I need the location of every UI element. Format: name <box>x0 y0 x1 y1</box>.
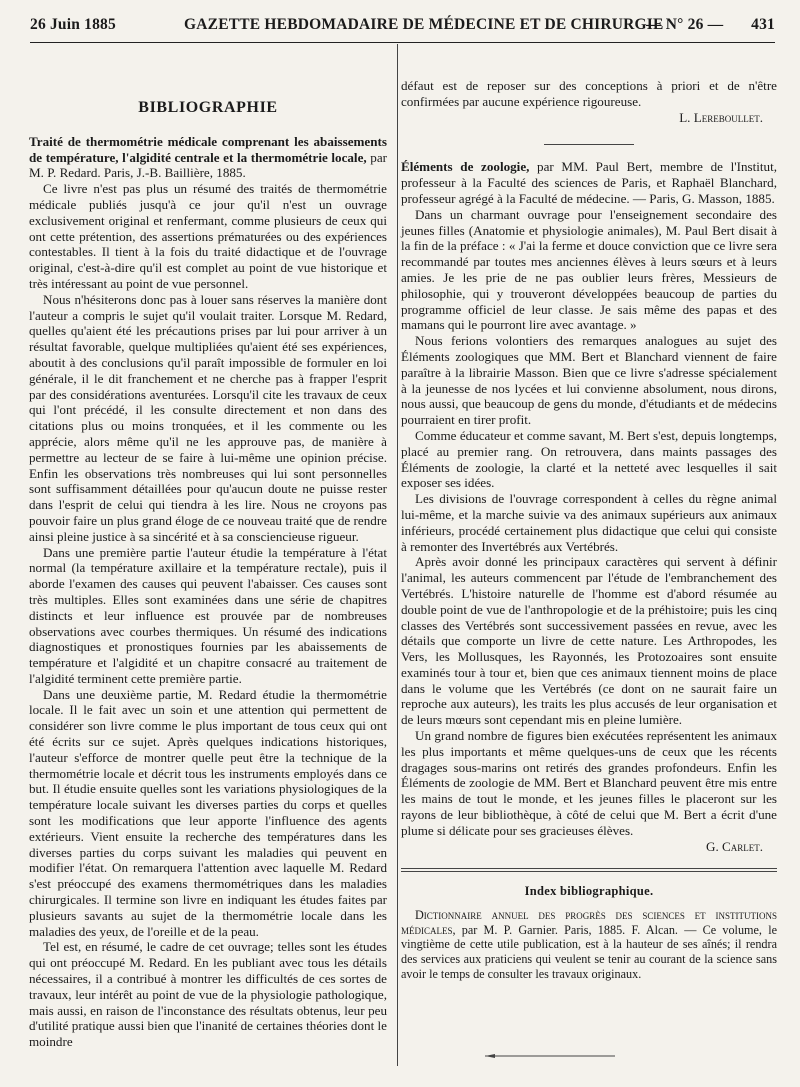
header-issue-number: — N° 26 — <box>646 16 724 33</box>
left-column <box>29 100 387 1050</box>
index-entry-title: Dictionnaire annuel des progrès des sciences et institutions médicales, <box>401 908 777 937</box>
separator-rule <box>544 144 634 145</box>
index-entry-text: par M. P. Garnier. Paris, 1885. F. Alcan. — Ce volume, le vingtième de cette utile publication, est à la hauteur de ses aînés; il rendra des services aux praticiens qui veulent se tenir au courant de la science sans avoir le temps de consulter les travaux originaux. <box>401 922 777 981</box>
review-2-book-details: par MM. Paul Bert, membre de l'Institut, professeur à la Faculté des sciences de Paris, et Raphaël Blanchard, professeur agrégé à la Faculté de médecine. — Paris, G. Masson, 1885. <box>401 159 777 206</box>
review-1-paragraph: Dans une deuxième partie, M. Redard étudie la thermométrie locale. Il le fait avec un soin et une attention qui permettent de considérer son livre comme le plus important de tous ceux qui ont été écrits sur ce sujet. Après quelques indications historiques, l'auteur s'efforce de montrer quelle peut être la technique de la thermométrie locale et décrit tous les instruments employés dans ce but. Il étudie ensuite quelles sont les variations physiologiques de la température locale suivant les diverses parties du corps et quelles sont les modifications que leur apporte l'influence des agents extérieurs. Vient ensuite la recherche des températures dans les diverses parties du corps suivant les maladies qui peuvent en modifier l'état. On remarquera l'attention avec laquelle M. Redard s'est préoccupé des examens thermométriques dans les maladies chirurgicales. Il termine son livre en indiquant les études faites par plusieurs savants au sujet de la thermométrie locale dans les maladies des yeux, de l'oreille et de la peau. <box>29 686 387 939</box>
review-2-book-title: Éléments de zoologie, <box>401 159 530 175</box>
review-2-heading <box>401 159 777 206</box>
review-2-signature: G. Carlet. <box>705 838 763 854</box>
review-1-continuation: défaut est de reposer sur des conceptions à priori et de n'être confirmées par aucune expérience rigoureuse. <box>401 78 777 109</box>
review-2-paragraph: Un grand nombre de figures bien exécutées représentent les animaux les plus importants et même quelques-uns de ceux que les récents dragages sous-marins ont retirés des grandes profondeurs. Enfin les Éléments de zoologie de MM. Bert et Blanchard peuvent être mis entre les mains de tout le monde, et les jeunes filles le placeront sur les rayons de leur bibliothèque, à côté de celui que M. Bert a écrit d'une plume si délicate pour ses gracieuses élèves. <box>401 728 777 838</box>
index-entry <box>401 908 777 981</box>
right-column <box>401 78 777 981</box>
section-title: BIBLIOGRAPHIE <box>138 99 278 116</box>
review-1-book-details: par M. P. Redard. Paris, J.-B. Baillière, 1885. <box>29 149 387 181</box>
running-header <box>30 16 775 40</box>
column-divider <box>397 44 398 1066</box>
review-1-paragraph: Nous n'hésiterons donc pas à louer sans réserves la manière dont l'auteur a compris le sujet qu'il voulait traiter. Lorsque M. Redard, quelles qu'aient été les précautions prises par lui pour arriver à un résultat favorable, quelque multipliées qu'aient été ses expériences, aboutit à des conclusions qu'il paraît impossible de formuler en loi générale, il le dit franchement et ne cherche pas à frapper l'esprit par des considérations aventurées. Lorsqu'il cite les travaux de ceux qui l'ont précédé, il les consulte directement et non dans des citations plus ou moins tronquées, et il les commente ou les apprécie, alors même qu'il ne les approuve pas, de manière à permettre au lecteur de se faire à lui-même une opinion précise. Enfin les observations très nombreuses qui lui sont personnelles sont suffisamment détaillées pour qu'aucun doute ne puisse rester dans l'esprit de celui qui tiendra à les lire. Nous ne croyons pas pouvoir faire un plus grand éloge de ce nouveau traité que de rendre ainsi pleine justice à sa sincérité et à sa consciencieuse rigueur. <box>29 291 387 544</box>
review-2-paragraph: Nous ferions volontiers des remarques analogues au sujet des Éléments zoologiques que MM. Bert et Blanchard viennent de faire paraître à la librairie Masson. Bien que ce livre s'adresse spécialement à la jeunesse de nos lycées et lui convienne absolument, nous dirons, nous aussi, que beaucoup de gens du monde, d'étudiants et de médecins pourraient en tirer profit. <box>401 333 777 428</box>
review-2-paragraph: Les divisions de l'ouvrage correspondent à celles du règne animal lui-même, et la marche suivie va des animaux supérieurs aux animaux inférieurs, procédé certainement plus didactique que celui qui consiste à remonter des Invertébrés aux Vertébrés. <box>401 491 777 554</box>
header-page-number: 431 <box>751 16 775 33</box>
review-2-paragraph: Dans un charmant ouvrage pour l'enseignement secondaire des jeunes filles (Anatomie et physiologie animales), M. Paul Bert disait à la fin de la préface : « J'ai la ferme et douce conviction que ce livre sera recommandé par toutes mes anciennes élèves à leurs sœurs et à leurs amies. Je les prie de ne pas oublier leurs frères, Messieurs de philosophie, qui y trouveront développées beaucoup de parties du programme officiel de leur classe. Je sais même des papas et des mamans qui le pourront lire avec avantage. » <box>401 206 777 333</box>
review-1-heading <box>29 134 387 181</box>
double-separator-rule <box>401 868 777 872</box>
review-2-paragraph: Comme éducateur et comme savant, M. Bert s'est, depuis longtemps, placé au premier rang. On retrouvera, dans maints passages des Éléments de zoologie, la clarté et la netteté avec lesquelles il sait exposer ses idées. <box>401 427 777 491</box>
header-date: 26 Juin 1885 <box>30 16 116 33</box>
review-1-book-title: Traité de thermométrie médicale comprenant les abaissements de température, l'algidité centrale et la thermométrie locale, <box>29 133 387 165</box>
review-2-paragraph: Après avoir donné les principaux caractères qui servent à définir l'animal, les auteurs commencent par l'étude de l'embranchement des Vertébrés. L'histoire naturelle de l'homme est d'abord résumée au double point de vue de l'anthropologie et de la préhistoire; puis les cinq classes des Vertébrés sont successivement passées en revue, avec les détails que comporte un livre de cette nature. Les Arthropodes, les Vers, les Mollusques, les Rayonnés, les Protozoaires sont ensuite examinés tour à tour et, bien que ces animaux tiennent moins de place dans le volume que les Vertébrés (ce dont on ne saurait faire un reproche aux auteurs), les traits les plus accusés de leur organisation et de leurs mœurs sont cependant mis en pleine lumière. <box>401 554 777 728</box>
index-title: Index bibliographique. <box>524 884 654 899</box>
review-1-paragraph: Ce livre n'est pas plus un résumé des traités de thermométrie médicale publiés jusqu'à ce jour qu'il n'est un ouvrage exclusivement original et renfermant, comme plusieurs de ceux qui ont cette prétention, des assertions prématurées ou des expériences contestables. Il tient à la fois du traité didactique et de l'ouvrage original, c'est-à-dire qu'il est complet au point de vue historique et très intéressant au point de vue personnel. <box>29 181 387 291</box>
header-rule <box>30 42 775 43</box>
header-journal-title: GAZETTE HEBDOMADAIRE DE MÉDECINE ET DE CHIRURGIE <box>184 16 664 33</box>
bottom-ornament <box>485 1053 615 1059</box>
review-1-paragraph: Dans une première partie l'auteur étudie la température à l'état normal (la température axillaire et la température rectale), puis il aborde l'examen des causes qui peuvent l'abaisser. Ces causes sont très multiples. Elles sont examinées dans une série de chapitres distincts et leur influence est prouvée par de nombreuses observations avec courbes thermiques. Un résumé des indications diagnostiques et pronostiques fournies par les abaissements de température et l'algidité et un chapitre consacré au traitement de l'algidité terminent cette première partie. <box>29 544 387 686</box>
review-1-signature: L. Lereboullet. <box>679 109 763 125</box>
review-1-paragraph: Tel est, en résumé, le cadre de cet ouvrage; telles sont les études qui ont préoccupé M. Redard. En les publiant avec tous les détails nécessaires, il a contribué à montrer les difficultés de ces sortes de travaux, leur intérêt au point de vue de la physiologie pathologique, mais aussi, en raison de l'inconstance des résultats obtenus, leur peu d'utilité pratique aussi bien que l'inanité de certaines théories dont le moindre <box>29 939 387 1050</box>
